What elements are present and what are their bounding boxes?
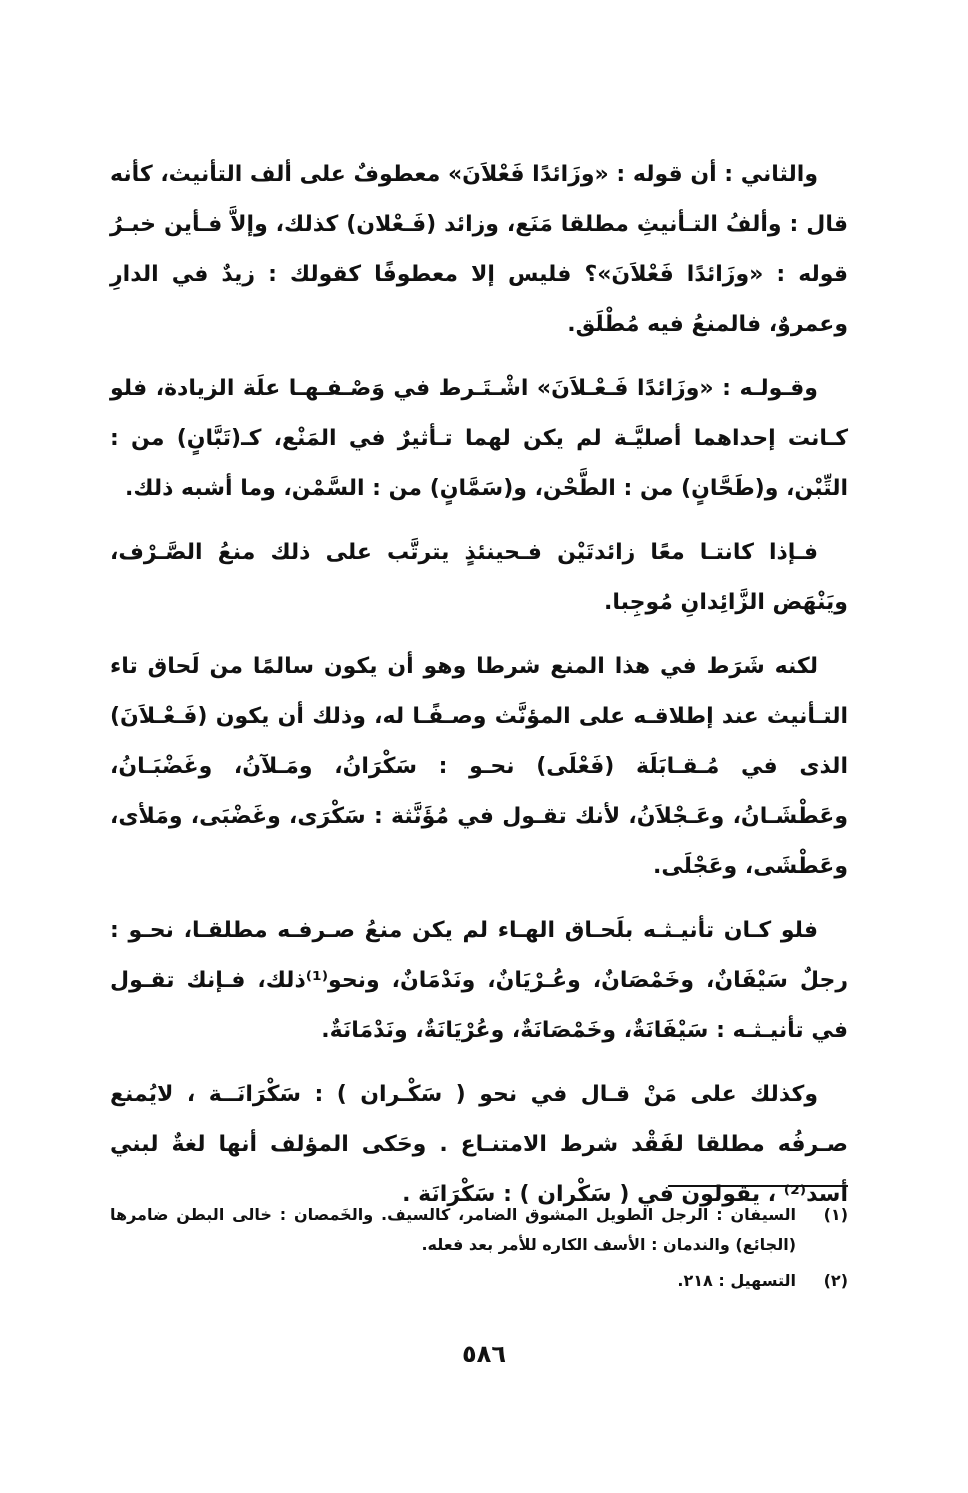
paragraph-text: وكذلك على مَنْ قـال في نحو ( سَكْـران ) : سَكْرَانَــة ، لايُمنع صـرفُه مطلقا لفَقْد شرط الامتنـاع . وحَكى المؤلف أنها لغةٌ لبني أسد⁽²⁾ ، يقولون في ( سَكْران ) : سَكْرَانَة .: [110, 1082, 848, 1207]
paragraph-2: [110, 364, 848, 514]
paragraph-4: [110, 642, 848, 892]
footnote-1: [110, 1200, 848, 1260]
page-number: ٥٨٦: [462, 1340, 506, 1368]
paragraph-text: والثاني : أن قوله : «وزَائدًا فَعْلاَنَ» معطوفٌ على ألف التأنيث، كأنه قال : وألفُ التـأنيثِ مطلقا مَنَع، وزائد (فَـعْلان) كذلك، وإلاَّ فـأين خبـرُ قوله : «وزَائدًا فَعْلاَنَ»؟ فليس إلا معطوفًا كقولك : زيدٌ في الدارِ وعمروٌ، فالمنعُ فيه مُطْلَق.: [110, 162, 848, 337]
body-text: [110, 150, 848, 1234]
footnotes: [110, 1200, 848, 1302]
footnote-number: (١): [823, 1205, 848, 1224]
paragraph-3: [110, 528, 848, 628]
paragraph-1: [110, 150, 848, 350]
footnote-text: السيفان : الرجل الطويل المشوق الضامر، كالسيف. والخَمصان : خالى البطن ضامرها (الجائع) والندمان : الأسف الكاره للأمر بعد فعله.: [110, 1205, 796, 1254]
paragraph-text: لكنه شَرَط في هذا المنع شرطا وهو أن يكون سالمًا من لَحاق تاء التـأنيث عند إطلاقـه على المؤنَّث وصـفًـا له، وذلك أن يكون (فَـعْـلاَنَ) الذى في مُـقـابَلَة (فَعْلَى) نحـو : سَكْرَانُ، ومَـلآنُ، وغَضْبَـانُ، وعَطْشَـانُ، وعَـجْلاَنُ، لأنك تقـول في مُؤَنَّثة : سَكْرَى، وغَضْبَى، ومَلأى، وعَطْشَى، وعَجْلَى.: [110, 654, 848, 879]
paragraph-6: [110, 1070, 848, 1220]
footnote-separator: [668, 1185, 848, 1187]
paragraph-text: فلو كـان تأنيـثـه بلَحـاق الهـاء لم يكن منعُ صـرفـه مطلقـا، نحـو : رجلٌ سَيْفَانٌ، وخَمْصَانٌ، وعُـرْيَانٌ، ونَدْمَانٌ، ونحو⁽¹⁾ذلك، فـإنك تقـول في تأنيـثـه : سَيْفَانَةٌ، وخَمْصَانَةٌ، وعُرْيَانَةٌ، ونَدْمَانَةٌ.: [110, 918, 848, 1043]
paragraph-5: [110, 906, 848, 1056]
footnote-2: [110, 1266, 848, 1296]
paragraph-text: فـإذا كانتـا معًا زائدتَيْن فـحينئذٍ يترتَّب على ذلك منعُ الصَّـرْف، ويَنْهَض الزَّائِدانِ مُوجِبا.: [110, 540, 848, 615]
footnote-number: (٢): [823, 1271, 848, 1290]
footnote-text: التسهيل : ٢١٨.: [677, 1271, 796, 1290]
paragraph-text: وقـولـه : «وزَائدًا فَـعْـلاَنَ» اشْـتَـرط في وَصْـفـهـا علَة الزيادة، فلو كـانت إحداهما أصليَّـة لم يكن لهما تـأثيرٌ في المَنْع، كـ(تَبَّانٍ) من : التِّبْن، و(طَحَّانٍ) من : الطَّحْن، و(سَمَّانٍ) من : السَّمْن، وما أشبه ذلك.: [110, 376, 848, 501]
